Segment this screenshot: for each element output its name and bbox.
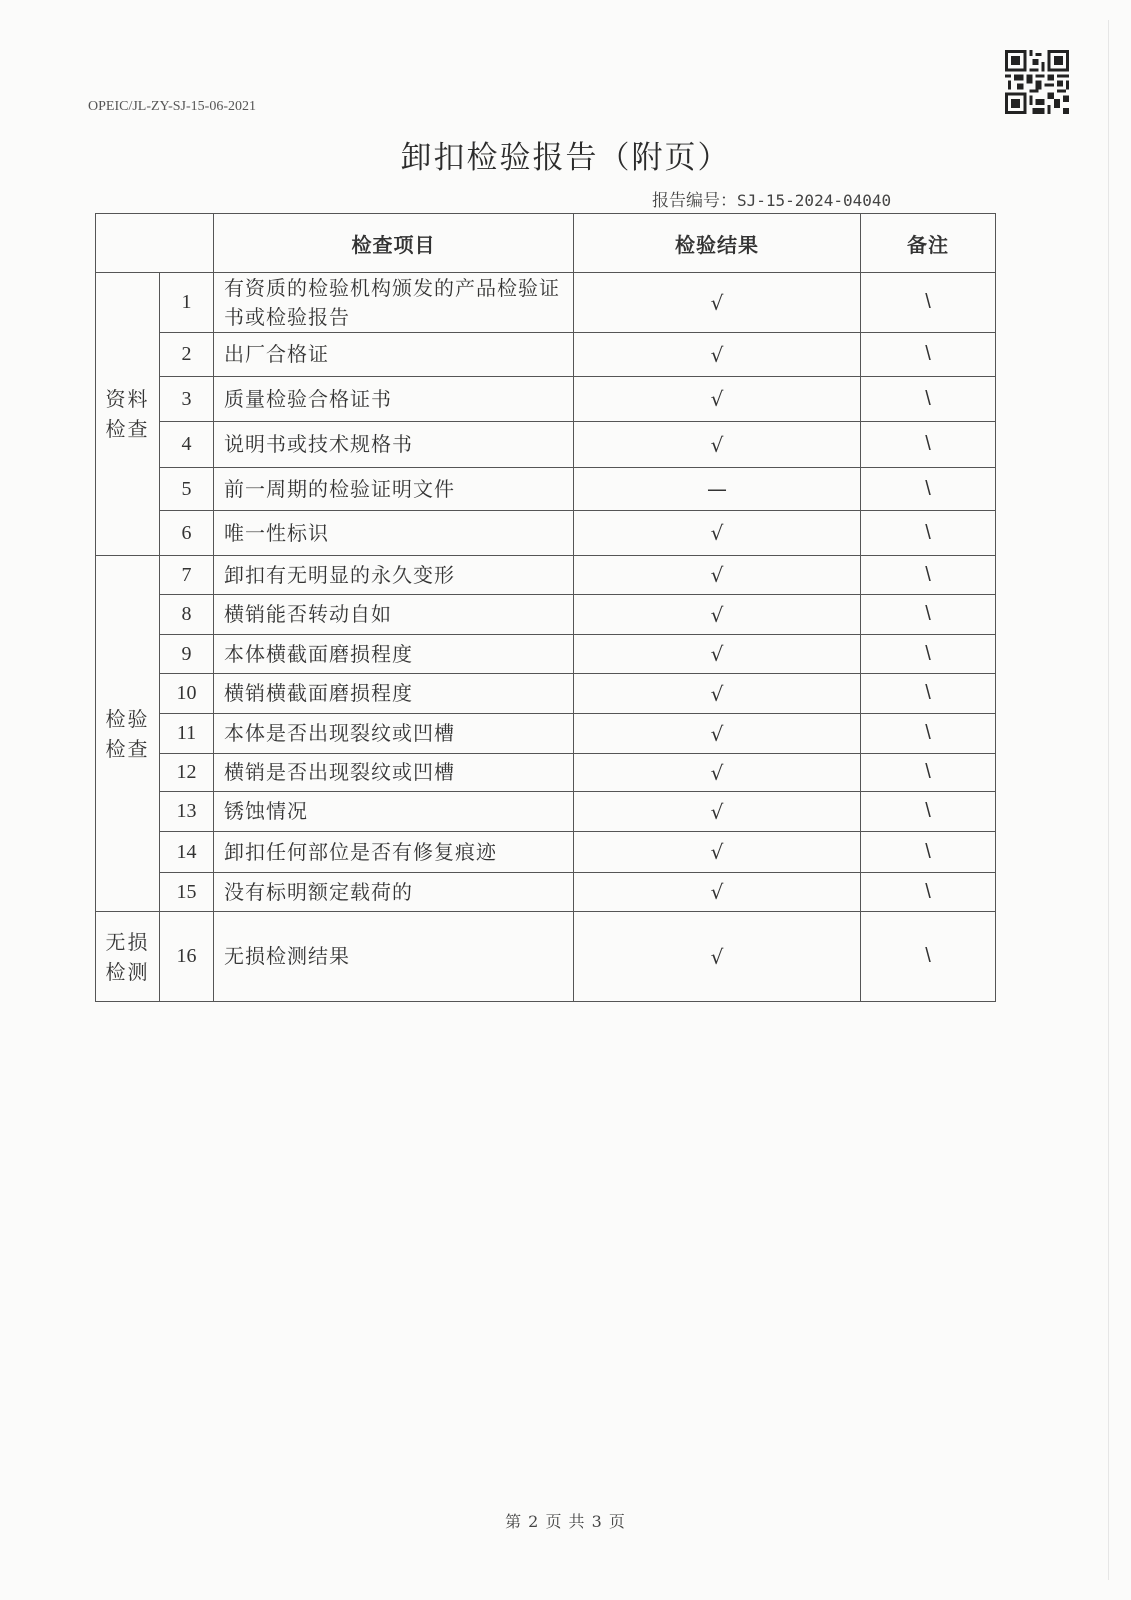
table-row (96, 273, 996, 333)
table-row (96, 635, 996, 674)
row-number: 4 (160, 422, 214, 468)
result-cell: — (574, 468, 861, 511)
result-cell: √ (574, 635, 861, 674)
category-cell (96, 273, 160, 556)
row-number: 12 (160, 754, 214, 792)
result-cell: √ (574, 422, 861, 468)
row-number: 6 (160, 511, 214, 556)
row-number: 9 (160, 635, 214, 674)
result-cell: √ (574, 273, 861, 333)
remark-cell: \ (861, 912, 996, 1002)
remark-cell: \ (861, 556, 996, 595)
row-number: 1 (160, 273, 214, 333)
report-number (652, 186, 891, 211)
result-cell: √ (574, 873, 861, 912)
header-remark: 备注 (861, 214, 996, 273)
row-number: 3 (160, 377, 214, 422)
header-blank-cell (96, 214, 214, 273)
item-cell: 本体是否出现裂纹或凹槽 (214, 714, 574, 754)
item-cell: 横销能否转动自如 (214, 595, 574, 635)
scan-edge-line (1108, 20, 1109, 1580)
row-number: 16 (160, 912, 214, 1002)
table-row (96, 377, 996, 422)
remark-cell: \ (861, 635, 996, 674)
page-footer: 第 2 页 共 3 页 (505, 1512, 626, 1531)
row-number: 11 (160, 714, 214, 754)
item-cell: 说明书或技术规格书 (214, 422, 574, 468)
remark-cell: \ (861, 333, 996, 377)
table-row (96, 674, 996, 714)
item-cell: 卸扣任何部位是否有修复痕迹 (214, 832, 574, 873)
category-label-line: 无损 (105, 929, 150, 954)
item-cell: 锈蚀情况 (214, 792, 574, 832)
item-cell: 横销是否出现裂纹或凹槽 (214, 754, 574, 792)
category-cell (96, 912, 160, 1002)
category-label-line: 检验 (105, 706, 150, 731)
remark-cell: \ (861, 714, 996, 754)
result-cell: √ (574, 714, 861, 754)
table-row (96, 832, 996, 873)
report-number-value: SJ-15-2024-04040 (737, 191, 892, 210)
item-cell: 有资质的检验机构颁发的产品检验证书或检验报告 (214, 273, 574, 333)
document-code: OPEIC/JL-ZY-SJ-15-06-2021 (88, 99, 256, 114)
row-number: 15 (160, 873, 214, 912)
item-cell: 卸扣有无明显的永久变形 (214, 556, 574, 595)
result-cell: √ (574, 556, 861, 595)
table-row (96, 595, 996, 635)
remark-cell: \ (861, 674, 996, 714)
remark-cell: \ (861, 377, 996, 422)
result-cell: √ (574, 377, 861, 422)
row-number: 14 (160, 832, 214, 873)
result-cell: √ (574, 674, 861, 714)
table-body (96, 273, 996, 1002)
remark-cell: \ (861, 468, 996, 511)
table-row (96, 511, 996, 556)
result-cell: √ (574, 754, 861, 792)
row-number: 2 (160, 333, 214, 377)
qr-code-icon (1005, 50, 1069, 114)
item-cell: 唯一性标识 (214, 511, 574, 556)
item-cell: 没有标明额定载荷的 (214, 873, 574, 912)
result-cell: √ (574, 792, 861, 832)
table-row (96, 754, 996, 792)
table-row (96, 468, 996, 511)
category-label-line: 资料 (105, 387, 150, 411)
table-row (96, 912, 996, 1002)
remark-cell: \ (861, 595, 996, 635)
header-inspection-result: 检验结果 (574, 214, 861, 273)
row-number: 13 (160, 792, 214, 832)
table-row (96, 556, 996, 595)
row-number: 10 (160, 674, 214, 714)
report-number-label: 报告编号： (652, 191, 737, 211)
category-label-line: 检测 (105, 959, 150, 984)
table-row (96, 714, 996, 754)
table-row (96, 422, 996, 468)
page-title: 卸扣检验报告（附页） (400, 140, 731, 176)
remark-cell: \ (861, 873, 996, 912)
category-label-line: 检查 (105, 417, 150, 441)
row-number: 8 (160, 595, 214, 635)
item-cell: 本体横截面磨损程度 (214, 635, 574, 674)
row-number: 5 (160, 468, 214, 511)
category-cell (96, 556, 160, 912)
result-cell: √ (574, 511, 861, 556)
item-cell: 前一周期的检验证明文件 (214, 468, 574, 511)
inspection-table (95, 213, 996, 1002)
item-cell: 质量检验合格证书 (214, 377, 574, 422)
remark-cell: \ (861, 832, 996, 873)
result-cell: √ (574, 333, 861, 377)
result-cell: √ (574, 832, 861, 873)
table-row (96, 333, 996, 377)
result-cell: √ (574, 595, 861, 635)
remark-cell: \ (861, 511, 996, 556)
row-number: 7 (160, 556, 214, 595)
category-label-line: 检查 (105, 736, 150, 761)
table-header-row (96, 214, 996, 273)
remark-cell: \ (861, 422, 996, 468)
remark-cell: \ (861, 792, 996, 832)
remark-cell: \ (861, 273, 996, 333)
item-cell: 横销横截面磨损程度 (214, 674, 574, 714)
item-cell: 无损检测结果 (214, 912, 574, 1002)
remark-cell: \ (861, 754, 996, 792)
header-inspection-item: 检查项目 (214, 214, 574, 273)
result-cell: √ (574, 912, 861, 1002)
table-row (96, 873, 996, 912)
table-row (96, 792, 996, 832)
item-cell: 出厂合格证 (214, 333, 574, 377)
